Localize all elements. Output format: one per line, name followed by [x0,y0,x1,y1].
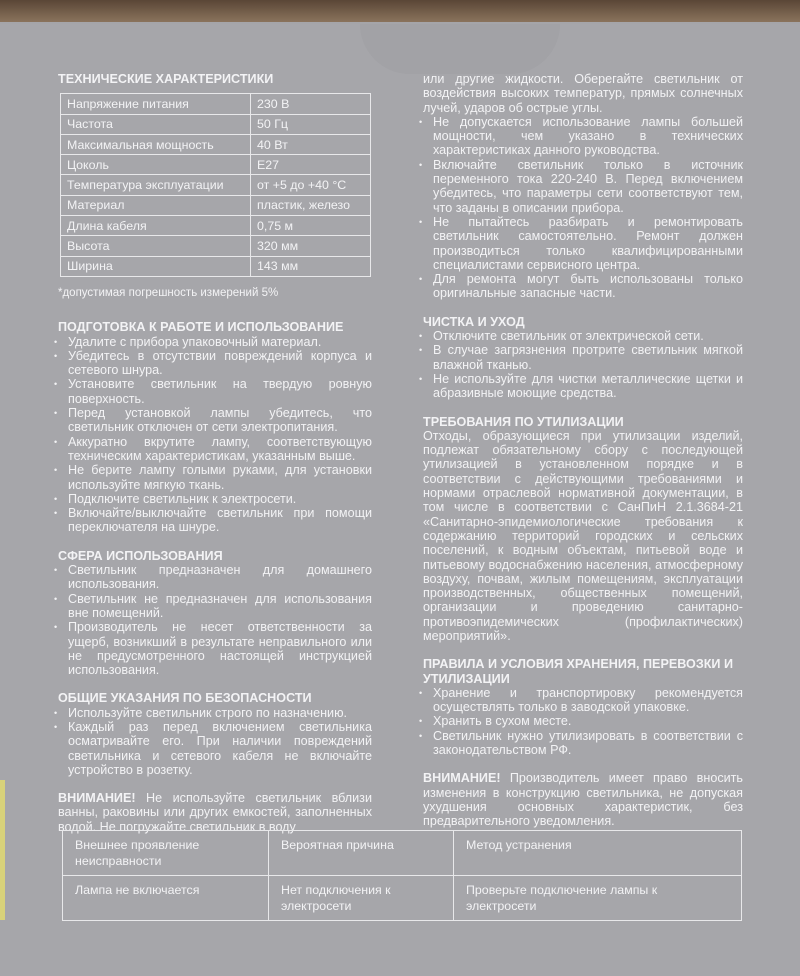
list-item: • Не берите лампу голыми руками, для установки используйте мягкую ткань. [58,463,372,492]
left-column [58,72,372,834]
warning-label: ВНИМАНИЕ! [58,791,136,806]
storage-title: ПРАВИЛА И УСЛОВИЯ ХРАНЕНИЯ, ПЕРЕВОЗКИ И УТИЛИЗАЦИИ [423,657,733,686]
spec-label: Материал [61,195,251,215]
table-row [63,876,742,921]
specs-row [61,195,371,215]
list-item: • Используйте светильник строго по назначению. [58,706,372,720]
spec-label: Напряжение питания [61,94,251,114]
list-item: • Отключите светильник от электрической сети. [423,329,743,343]
specs-row [61,256,371,276]
list-item: • Хранить в сухом месте. [423,714,743,728]
safety-title: ОБЩИЕ УКАЗАНИЯ ПО БЕЗОПАСНОСТИ [58,691,312,706]
list-item: • Не используйте для чистки металлические щетки и абразивные моющие средства. [423,372,743,401]
list-item: • В случае загрязнения протрите светильник мягкой влажной тканью. [423,343,743,372]
warning-text: Производитель имеет право вносить изменения в конструкцию светильника, не допуская ухудшения основных характеристик, без предварительного уведомления. [423,771,743,829]
spec-value: 40 Вт [251,134,371,154]
list-item: • Убедитесь в отсутствии повреждений корпуса и сетевого шнура. [58,349,372,378]
warning-text: Не используйте светильник вблизи ванны, раковины или других емкостей, заполненных водой. Не погружайте светильник в воду [58,791,372,834]
specs-row [61,114,371,134]
spec-label: Частота [61,114,251,134]
spec-value: E27 [251,155,371,175]
specs-row [61,216,371,236]
disposal-text: Отходы, образующиеся при утилизации изделий, подлежат обязательному сбору с последующей утилизацией в установленном порядке и в соответствии с действующими требованиями и нормами отраслевой нормативной документации, в том числе в соответствии с СанПиН 2.1.3684-21 «Санитарно-эпидемиологические требования к содержанию территорий городских и сельских поселений, к водным объектам, питьевой воде и питьевому водоснабжению населения, атмосферному воздуху, почвам, жилым помещениям, эксплуатации производственных, общественных помещений, организации и проведению санитарно-противоэпидемических (профилактических) мероприятий». [423,428,743,643]
specs-row [61,94,371,114]
cleaning-list [423,329,743,400]
box-top-edge [0,0,800,22]
list-item: • Производитель не несет ответственности за ущерб, возникший в результате неправильного или не предусмотренного настоящей инструкцией использования. [58,620,372,677]
troubleshooting-table [62,830,742,921]
disposal-title: ТРЕБОВАНИЯ ПО УТИЛИЗАЦИИ [423,414,624,429]
safety-warning [58,791,372,834]
spec-label: Максимальная мощность [61,134,251,154]
cleaning-title: ЧИСТКА И УХОД [423,314,525,329]
spec-label: Температура эксплуатации [61,175,251,195]
spec-label: Высота [61,236,251,256]
list-item: • Не допускается использование лампы большей мощности, чем указано в технических характеристиках данного руководства. [423,115,743,158]
list-item: • Для ремонта могут быть использованы только оригинальные запасные части. [423,272,743,301]
list-item: • Светильник нужно утилизировать в соответствии с законодательством РФ. [423,729,743,758]
storage-warning [423,771,743,828]
spec-value: 230 В [251,94,371,114]
list-item: • Перед установкой лампы убедитесь, что светильник отключен от сети электропитания. [58,406,372,435]
spec-label: Ширина [61,256,251,276]
specs-title: ТЕХНИЧЕСКИЕ ХАРАКТЕРИСТИКИ [58,72,274,86]
specs-row [61,155,371,175]
list-item: • Каждый раз перед включением светильника осматривайте его. При наличии повреждений светильника и сетевого кабеля не включайте устройство в розетку. [58,720,372,777]
spec-value: 320 мм [251,236,371,256]
safety-list-2 [423,115,743,301]
spec-value: от +5 до +40 °С [251,175,371,195]
safety-list [58,706,372,777]
spec-label: Цоколь [61,155,251,175]
table-header-row [63,831,742,876]
list-item: • Не пытайтесь разбирать и ремонтировать светильник самостоятельно. Ремонт должен производиться только квалифицированными специалистами сервисного центра. [423,215,743,272]
scope-list [58,563,372,677]
spec-value: 143 мм [251,256,371,276]
table-cell: Нет подключения к электросети [269,876,454,921]
spec-value: 0,75 м [251,216,371,236]
header-cell: Метод устранения [454,831,742,876]
side-strip [0,780,5,920]
specs-row [61,134,371,154]
shadow [360,24,560,74]
list-item: • Удалите с прибора упаковочный материал. [58,335,372,349]
list-item: • Подключите светильник к электросети. [58,492,372,506]
table-cell: Проверьте подключение лампы к электросети [454,876,742,921]
specs-row [61,175,371,195]
right-column [423,72,743,829]
spec-label: Длина кабеля [61,216,251,236]
list-item: • Хранение и транспортировку рекомендуется осуществлять только в заводской упаковке. [423,686,743,715]
specs-note: *допустимая погрешность измерений 5% [58,286,279,299]
header-cell: Внешнее проявление неисправности [63,831,269,876]
storage-list [423,686,743,757]
safety-continuation: или другие жидкости. Оберегайте светильник от воздействия высоких температур, прямых солнечных лучей, ударов об острые углы. [423,72,743,115]
list-item: • Светильник предназначен для домашнего использования. [58,563,372,592]
scope-title: СФЕРА ИСПОЛЬЗОВАНИЯ [58,548,223,563]
list-item: • Светильник не предназначен для использования вне помещений. [58,592,372,621]
spec-value: 50 Гц [251,114,371,134]
warning-label: ВНИМАНИЕ! [423,771,501,786]
list-item: • Включайте/выключайте светильник при помощи переключателя на шнуре. [58,506,372,535]
list-item: • Установите светильник на твердую ровную поверхность. [58,377,372,406]
list-item: • Включайте светильник только в источник переменного тока 220-240 В. Перед включением убедитесь, что параметры сети соответствуют тем, что заданы в описании прибора. [423,158,743,215]
prep-list [58,335,372,535]
spec-value: пластик, железо [251,195,371,215]
specs-row [61,236,371,256]
specs-table [60,93,371,277]
header-cell: Вероятная причина [269,831,454,876]
prep-title: ПОДГОТОВКА К РАБОТЕ И ИСПОЛЬЗОВАНИЕ [58,320,344,335]
table-cell: Лампа не включается [63,876,269,921]
list-item: • Аккуратно вкрутите лампу, соответствующую техническим характеристикам, указанным выше. [58,435,372,464]
